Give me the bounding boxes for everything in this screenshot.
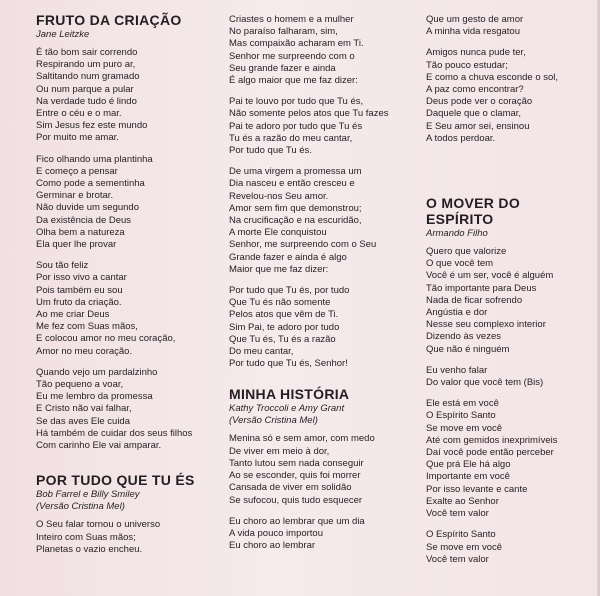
- lyric-line: Menina só e sem amor, com medo: [229, 433, 375, 445]
- lyric-line: O Espírito Santo: [426, 529, 496, 541]
- lyric-line: Respirando um puro ar,: [36, 59, 136, 71]
- song-author-portudo: [36, 489, 216, 513]
- lyric-line: Tanto lutou sem nada conseguir: [229, 457, 364, 469]
- lyric-line: Se move em você: [426, 541, 503, 553]
- lyric-line: Senhor me surpreendo com o: [229, 50, 355, 62]
- lyric-line: Como pode a sementinha: [36, 178, 145, 190]
- stanza: [229, 14, 399, 87]
- lyric-line: Se das aves Ele cuida: [36, 415, 131, 427]
- lyric-line: Pai te adoro por tudo que Tu és: [229, 120, 363, 132]
- lyric-line: Por muito me amar.: [36, 132, 119, 144]
- lyric-line: Amor sem fim que demonstrou;: [229, 202, 362, 214]
- stanza: [229, 166, 399, 276]
- lyric-line: Eu venho falar: [426, 364, 488, 376]
- lyric-line: Seu grande fazer e ainda: [229, 62, 336, 74]
- stanza: [229, 285, 399, 370]
- stanza: [426, 365, 591, 389]
- song-author-mover: [426, 228, 591, 240]
- lyric-line: Se move em você: [426, 422, 503, 434]
- lyric-line: É algo maior que me faz dizer:: [229, 75, 358, 87]
- song-title-mover: O MOVER DO ESPÍRITO: [426, 195, 521, 228]
- lyric-line: Entre o céu e o mar.: [36, 108, 122, 120]
- author-line: Jane Leitzke: [36, 29, 90, 40]
- lyric-line: Amor no meu coração.: [36, 345, 133, 357]
- lyric-line: Você é um ser, você é alguém: [426, 270, 554, 282]
- lyric-line: Tão importante para Deus: [426, 282, 537, 294]
- lyric-line: Não somente pelos atos que Tu fazes: [229, 108, 389, 120]
- lyric-line: E começo a pensar: [36, 165, 118, 177]
- song-title-portudo: POR TUDO QUE TU ÉS: [36, 472, 195, 489]
- lyric-line: Eu choro ao lembrar que um dia: [229, 515, 365, 527]
- stanza: [36, 519, 216, 556]
- stanza: [426, 246, 591, 356]
- lyric-line: Dizendo às vezes: [426, 331, 501, 343]
- stanza: [36, 47, 216, 145]
- lyric-line: A morte Ele conquistou: [229, 227, 327, 239]
- lyric-line: Deus pode ver o coração: [426, 96, 533, 108]
- lyric-line: Sim Pai, te adoro por tudo: [229, 321, 340, 333]
- lyric-line: E colocou amor no meu coração,: [36, 333, 176, 345]
- stanza: [36, 154, 216, 252]
- lyric-line: No paraíso falharam, sim,: [229, 26, 338, 38]
- lyric-line: Do valor que você tem (Bis): [426, 377, 544, 389]
- lyric-line: E como a chuva esconde o sol,: [426, 71, 559, 83]
- lyric-line: Ele está em você: [426, 398, 499, 410]
- lyric-line: Você tem valor: [426, 508, 489, 520]
- lyric-line: Pai te louvo por tudo que Tu és,: [229, 96, 364, 108]
- lyric-line: O Seu falar tornou o universo: [36, 519, 161, 531]
- lyric-line: De uma virgem a promessa um: [229, 166, 362, 178]
- lyric-line: Amigos nunca pude ter,: [426, 47, 526, 59]
- lyric-line: Olha bem a natureza: [36, 226, 125, 238]
- column-left: [36, 12, 216, 565]
- lyric-line: Tu és a razão do meu cantar,: [229, 132, 353, 144]
- lyric-line: Por tudo que Tu és, por tudo: [229, 285, 350, 297]
- author-line: Kathy Troccoli e Amy Grant: [229, 403, 345, 415]
- lyric-line: Mas compaixão acharam em Ti.: [229, 38, 364, 50]
- lyric-line: Cansada de viver em solidão: [229, 482, 352, 494]
- stanza: [426, 398, 591, 520]
- author-line: (Versão Cristina Mel): [36, 501, 125, 513]
- song-title-fruto: FRUTO DA CRIAÇÃO: [36, 12, 182, 28]
- lyric-line: Se sufocou, quis tudo esquecer: [229, 494, 363, 506]
- lyric-line: Você tem valor: [426, 553, 489, 565]
- author-line: (Versão Cristina Mel): [229, 415, 318, 427]
- lyric-line: Importante em você: [426, 471, 510, 483]
- lyric-line: E Seu amor sei, ensinou: [426, 120, 530, 132]
- lyric-line: Nada de ficar sofrendo: [426, 294, 523, 306]
- author-line: Bob Farrel e Billy Smiley: [36, 489, 140, 501]
- lyric-line: Ao se esconder, quis foi morrer: [229, 470, 361, 482]
- lyric-line: O Espírito Santo: [426, 410, 496, 422]
- lyric-line: Daí você pode então perceber: [426, 447, 554, 459]
- column-right: [426, 14, 591, 575]
- song-author-fruto: [36, 29, 216, 41]
- lyric-line: Sou tão feliz: [36, 260, 89, 272]
- lyric-line: Pelos atos que vêm de Ti.: [229, 309, 339, 321]
- lyric-line: Fico olhando uma plantinha: [36, 153, 153, 165]
- stanza: [229, 96, 399, 157]
- lyric-line: Na crucificação e na escuridão,: [229, 215, 362, 227]
- lyric-line: Por isso levante e cante: [426, 483, 528, 495]
- lyric-line: Não duvide um segundo: [36, 202, 139, 214]
- lyric-line: O que você tem: [426, 258, 494, 270]
- stanza: [229, 516, 399, 553]
- lyric-line: Dia nasceu e então cresceu e: [229, 178, 355, 190]
- lyric-line: Inteiro com Suas mãos;: [36, 531, 136, 543]
- stanza: [426, 14, 591, 38]
- stanza: [229, 433, 399, 506]
- lyric-line: Que não é ninguém: [426, 343, 510, 355]
- lyric-line: Germinar e brotar.: [36, 190, 114, 202]
- lyric-line: Com carinho Ele vai amparar.: [36, 440, 162, 452]
- stanza: [36, 260, 216, 358]
- lyric-line: Angústia e dor: [426, 307, 488, 319]
- lyric-line: Do meu cantar,: [229, 346, 294, 358]
- lyric-line: Por tudo que Tu és, Senhor!: [229, 358, 348, 370]
- lyric-line: Pois também eu sou: [36, 284, 123, 296]
- lyric-line: Ou num parque a pular: [36, 83, 134, 95]
- lyric-line: Me fez com Suas mãos,: [36, 321, 138, 333]
- lyric-line: Nesse seu complexo interior: [426, 319, 546, 331]
- lyric-line: Que Tu és não somente: [229, 297, 331, 309]
- lyric-line: Por tudo que Tu és.: [229, 145, 312, 157]
- lyric-line: Saltitando num gramado: [36, 71, 140, 83]
- song-title-minha: MINHA HISTÓRIA: [229, 386, 350, 403]
- lyric-line: De viver em meio à dor,: [229, 445, 330, 457]
- lyric-line: Por isso vivo a cantar: [36, 272, 127, 284]
- lyric-line: Que prá Ele há algo: [426, 459, 511, 471]
- lyric-line: Ao me criar Deus: [36, 309, 110, 321]
- lyric-line: Planetas o vazio encheu.: [36, 543, 143, 555]
- lyric-line: Eu choro ao lembrar: [229, 540, 316, 552]
- lyric-line: Sim Jesus fez este mundo: [36, 120, 148, 132]
- lyric-line: Quero que valorize: [426, 246, 507, 258]
- lyric-line: Quando vejo um pardalzinho: [36, 366, 158, 378]
- column-middle: [229, 14, 399, 561]
- stanza: [426, 529, 591, 566]
- lyric-line: Daquele que o clamar,: [426, 108, 522, 120]
- lyric-line: Um fruto da criação.: [36, 296, 122, 308]
- lyric-line: A paz como encontrar?: [426, 84, 524, 96]
- stanza: [426, 47, 591, 145]
- lyric-line: Que Tu és, Tu és a razão: [229, 333, 336, 345]
- lyric-line: A todos perdoar.: [426, 132, 496, 144]
- lyric-line: Maior que me faz dizer:: [229, 263, 329, 275]
- lyric-line: Que um gesto de amor: [426, 14, 524, 25]
- author-line: Armando Filho: [426, 228, 488, 240]
- lyric-line: Tão pequeno a voar,: [36, 379, 124, 391]
- lyric-line: Grande fazer e ainda é algo: [229, 251, 347, 263]
- lyric-line: Exalte ao Senhor: [426, 495, 499, 507]
- lyric-line: Ela quer lhe provar: [36, 239, 117, 251]
- lyric-line: A vida pouco importou: [229, 527, 324, 539]
- lyric-line: Eu me lembro da promessa: [36, 391, 153, 403]
- song-author-minha: [229, 403, 399, 427]
- lyric-line: Revelou-nos Seu amor.: [229, 190, 329, 202]
- lyric-line: Criastes o homem e a mulher: [229, 14, 354, 25]
- lyric-line: Há também de cuidar dos seus filhos: [36, 427, 193, 439]
- lyric-line: Tão pouco estudar;: [426, 59, 508, 71]
- lyric-line: E Cristo não vai falhar,: [36, 403, 132, 415]
- lyric-line: É tão bom sair correndo: [36, 47, 138, 58]
- lyric-line: Senhor, me surpreendo com o Seu: [229, 239, 377, 251]
- lyric-line: Até com gemidos inexprimíveis: [426, 434, 558, 446]
- lyric-line: Na verdade tudo é lindo: [36, 95, 137, 107]
- lyric-line: A minha vida resgatou: [426, 26, 521, 38]
- stanza: [36, 367, 216, 452]
- lyric-line: Da existência de Deus: [36, 214, 132, 226]
